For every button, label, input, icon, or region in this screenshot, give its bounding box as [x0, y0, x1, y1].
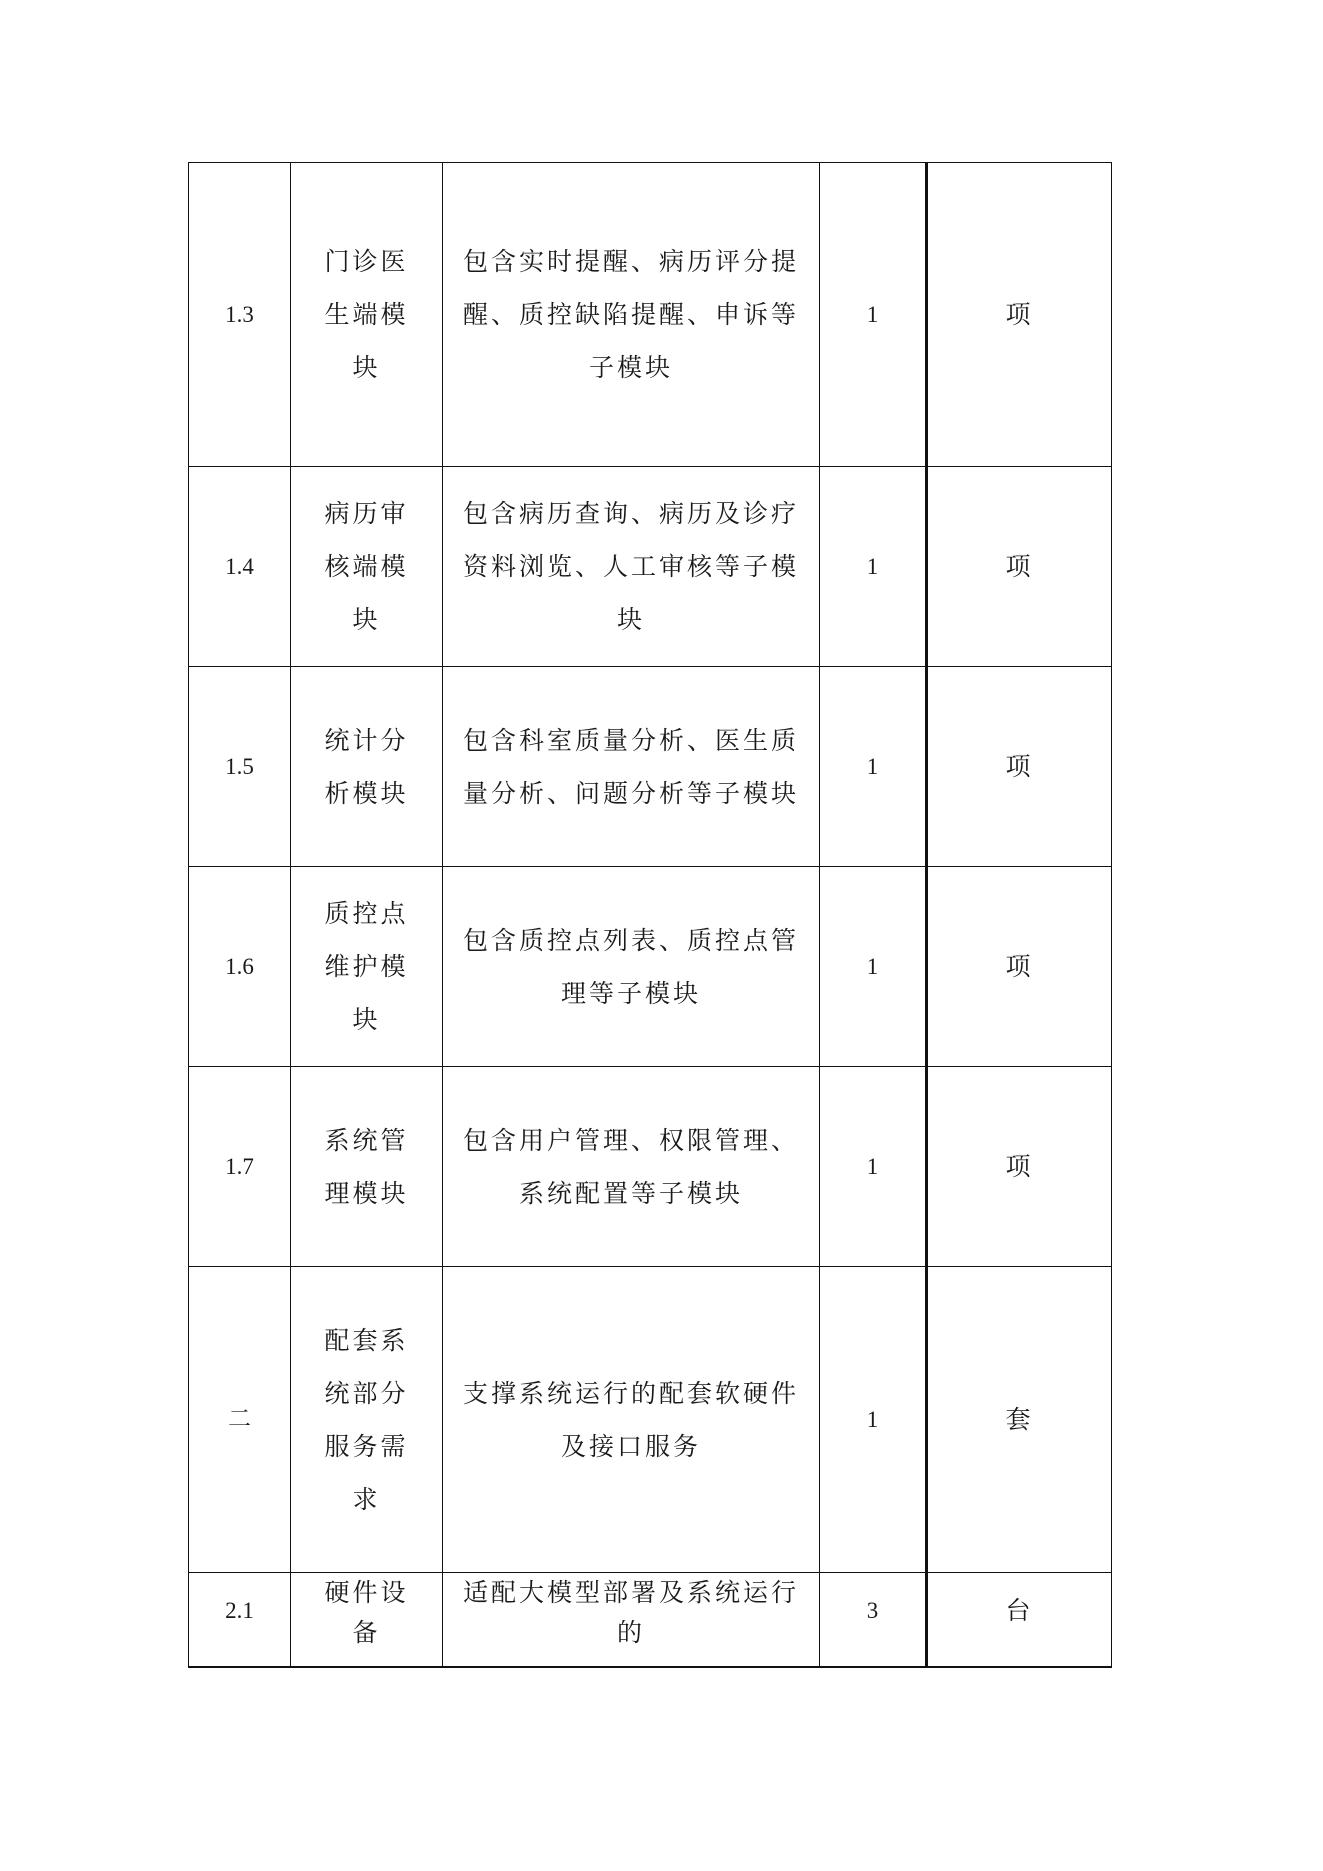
item-number: 1.5 — [189, 667, 291, 867]
item-name: 统计分析模块 — [291, 667, 443, 867]
item-description: 包含病历查询、病历及诊疗资料浏览、人工审核等子模块 — [443, 467, 820, 667]
item-description: 包含实时提醒、病历评分提醒、质控缺陷提醒、申诉等子模块 — [443, 163, 820, 467]
item-number: 二 — [189, 1267, 291, 1573]
item-description: 包含用户管理、权限管理、系统配置等子模块 — [443, 1067, 820, 1267]
item-unit: 项 — [927, 867, 1112, 1067]
item-description: 包含质控点列表、质控点管理等子模块 — [443, 867, 820, 1067]
item-unit: 项 — [927, 1067, 1112, 1267]
item-name: 系统管理模块 — [291, 1067, 443, 1267]
item-name: 配套系统部分服务需求 — [291, 1267, 443, 1573]
item-number: 1.7 — [189, 1067, 291, 1267]
item-unit: 项 — [927, 667, 1112, 867]
item-name: 硬件设备 — [291, 1573, 443, 1667]
item-unit: 套 — [927, 1267, 1112, 1573]
item-unit: 项 — [927, 467, 1112, 667]
item-unit: 台 — [927, 1573, 1112, 1667]
table-row — [189, 163, 1112, 467]
item-description: 适配大模型部署及系统运行的 — [443, 1573, 820, 1667]
item-quantity: 1 — [820, 163, 927, 467]
item-quantity: 1 — [820, 667, 927, 867]
item-description: 支撑系统运行的配套软硬件及接口服务 — [443, 1267, 820, 1573]
item-quantity: 1 — [820, 1267, 927, 1573]
table-row — [189, 467, 1112, 667]
item-quantity: 3 — [820, 1573, 927, 1667]
item-name: 病历审核端模块 — [291, 467, 443, 667]
item-number: 2.1 — [189, 1573, 291, 1667]
table-row — [189, 867, 1112, 1067]
item-number: 1.6 — [189, 867, 291, 1067]
item-unit: 项 — [927, 163, 1112, 467]
procurement-table — [188, 162, 1112, 1668]
table-row — [189, 1573, 1112, 1667]
table-row — [189, 667, 1112, 867]
item-description: 包含科室质量分析、医生质量分析、问题分析等子模块 — [443, 667, 820, 867]
item-name: 门诊医生端模块 — [291, 163, 443, 467]
item-quantity: 1 — [820, 467, 927, 667]
item-quantity: 1 — [820, 867, 927, 1067]
table-row — [189, 1267, 1112, 1573]
item-name: 质控点维护模块 — [291, 867, 443, 1067]
table-row — [189, 1067, 1112, 1267]
item-number: 1.4 — [189, 467, 291, 667]
item-number: 1.3 — [189, 163, 291, 467]
item-quantity: 1 — [820, 1067, 927, 1267]
